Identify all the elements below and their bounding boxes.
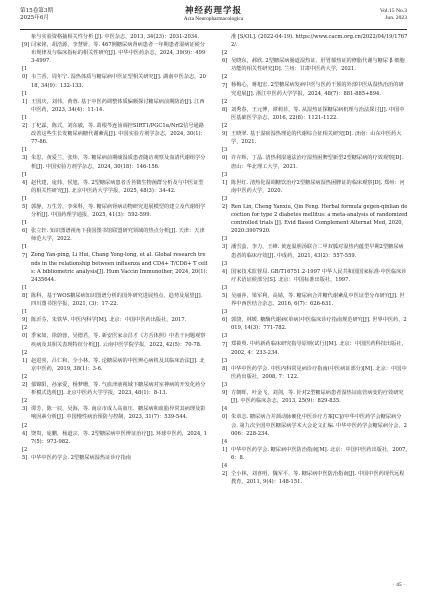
reference-text: 谭芳，陈一辰，吴海，等. 南京市成人高血压、糖尿病和血脂异常其病理及影响因素分析[J]. 中国慢性病治预防与控制，2023, 31(7)：539-544. — [31, 406, 206, 421]
reference-number: [17] — [22, 244, 28, 259]
references-left-column — [22, 33, 208, 462]
reference-item — [222, 462, 408, 486]
reference-item — [22, 397, 208, 421]
reference-text: 郑筱萸. 中药新药临床研究指导原则(试行)[M]. 北京：中国医药科技出版社，2002, 4：233-234. — [231, 341, 407, 356]
reference-text: 方朝晖，叶金飞，刘剑，等. 针对2型糖尿病患者湿热证血管病变的疗效研究[J]. 中医药临床杂志，2013, 25(9)：829-835. — [231, 390, 404, 405]
reference-item — [222, 308, 408, 332]
reference-number: [12] — [22, 114, 28, 130]
issue-date-en: Jun. 2023 — [385, 15, 407, 21]
reference-text: 吴晓东，郝欣. 2型糖尿病肠道湿热证、肝胃郁热证的修脂代谢与糖尿 β 细胞功能的相关性研究[D]. 兰州：甘肃中医药大学，2021. — [231, 58, 405, 73]
reference-text: 赵进喜，吕仁和，全小林，等. 论糖尿病的中医辨心病机及其临床治法[J]. 北京中医药，2019, 38(1)：3-6. — [31, 357, 205, 372]
reference-item — [22, 219, 208, 243]
reference-number: [41] — [222, 438, 228, 453]
reference-text: 季家如，徐蔚蓉，吴德君，等. 新安医家余昌才《方舌体照》中若干问题观察疾病及其相关表现特征分析[J]. 云南中医学院学报，2022, 42(5)：70-78. — [31, 333, 206, 348]
issue-info-en — [380, 8, 407, 22]
reference-text: 陈沂芬，朱铁华. 中医内科学[M]. 北京：中国中医药出版社，2017. — [31, 317, 187, 324]
reference-text: 郭骁，林媛. 糖酶代谢病(单病)中医临床诊疗指南规范研究[J]. 世界中医药，2019, 14(3)：771-782. — [231, 317, 407, 332]
journal-title-block — [20, 6, 407, 23]
reference-item — [22, 90, 208, 114]
reference-number: [18] — [22, 284, 28, 299]
reference-item — [22, 114, 208, 146]
reference-number: [30] — [222, 147, 228, 162]
reference-text: 刘秀春，王元博，谭莉菲，等. 从湿热证探糖尿病机理与治法探讨[J]. 中国中医基础医学杂志，2016, 22(8)：1121-1122. — [231, 106, 405, 121]
reference-item — [222, 73, 408, 97]
reference-text: 郁锦阳，孙家爱，杨梦珊，等. 气血津液视域下糖尿病对室神病的开发化药分析模式选析[J]. 北京中医药大学学报，2023, 48(1)：8-13. — [31, 382, 206, 397]
reference-number: [27] — [222, 74, 228, 89]
reference-item — [222, 357, 408, 381]
reference-number: [29] — [222, 123, 228, 138]
reference-text: 杨梅心，蒋旭宏. 2型糖尿病发病中医与医药干预的外部中医从湿热治治的研究进展[J]. 浙江中医药大学学报，2024, 48(7)：881-885+894. — [231, 82, 404, 97]
journal-title-en: Acta Neuropharmacologica — [183, 16, 244, 22]
reference-number: [36] — [222, 309, 228, 324]
header-rule — [20, 29, 407, 30]
reference-item — [22, 146, 208, 170]
reference-item — [22, 171, 208, 195]
reference-text: 潘雪萤，李力，王峰. 黄连温胆汤联合二甲双胍对湿热内蕴型早期2型糖尿病患者的临床疗效[J]. 中成药，2021, 43(2)：557-559. — [231, 244, 404, 259]
reference-text: 韦兰香，周年宁. 湿热体质与糖尿病中医证型相关研究[J]. 湖南中医杂志，2018, 34(9)：132-133. — [31, 74, 206, 89]
reference-item — [222, 146, 408, 170]
reference-item — [22, 195, 208, 219]
reference-number: [10] — [22, 66, 28, 81]
reference-item — [22, 422, 208, 446]
reference-text: 张立轩. 知识图谱视角下我国图书馆联盟研究领域的热点分析[J]. 天津：天津师范大学，2022. — [31, 228, 205, 243]
reference-number: [13] — [22, 147, 28, 162]
reference-text: Ren Lin, Cheng Yanxiu, Qin Feng. Herbal formula gegen-qinlian decoction for type 2 diabetes mellitus: a meta-analysis of randomized controlled trials [J]. Evid Based Complement Alternat Med, 2020, 2020:3907920. — [231, 203, 408, 235]
reference-text: 郭静，万生芳，李荣科，等. 糖尿病肾病动物研究进展模型的建立及代谢组学分析[J]. 中国药理学通报，2025, 41(3)：592-599. — [31, 203, 206, 219]
reference-text: 中华中医药学会. 2型糖尿病湿热证诊疗指南 — [31, 454, 131, 461]
reference-text: 赵代建，庞炜，侯旭，等. 2型糖尿病患者舌苔微生物菌群分析及与中医证型的相关性研究[J]. 北京中医药大学学报，2025, 48(3)：34-42. — [31, 179, 204, 194]
reference-text: 王国庆，刘伟，黄蓉. 基于中医药调整体质偏颇探讨糖尿病前期防治[J]. 江西中医药，2023, 34(4)：11-14. — [31, 98, 205, 113]
reference-text: 陈世红. 清热化湿调糖饮治疗2型糖尿病湿热困脾证的临床观察[D]. 郑州：河南中医药大学，2020. — [231, 179, 405, 194]
reference-text: 国家技术监督局. GB/T16751.2-1997 中华人民共和国国家标准·中医临床诊疗术语证候部分[S]. 北京：中国标准出版社，1997. — [231, 268, 407, 283]
reference-text: 丁杞霖，陈式，刘东敏，等. 葛根芩连汤调控SIRT1/PGC1α/Nrf2信号通路改善这些生长发糖尿病糖代谢紊乱[J]. 中国实验方剂学杂志，2024, 30(1)：77-86. — [31, 123, 206, 146]
reference-item — [22, 284, 208, 308]
reference-number: [16] — [22, 220, 28, 235]
reference-number: [38] — [222, 357, 228, 372]
reference-number: [15] — [22, 195, 28, 210]
reference-item — [222, 122, 408, 146]
reference-item — [22, 373, 208, 397]
issue-date-cn: 2025年6月 — [20, 15, 49, 21]
reference-item — [22, 243, 208, 283]
reference-item — [22, 41, 208, 65]
reference-item — [222, 49, 408, 73]
reference-item — [22, 446, 208, 462]
reference-number: [14] — [22, 171, 28, 186]
page-number: · 45 · — [392, 582, 405, 588]
reference-item — [22, 349, 208, 373]
page-header — [20, 6, 407, 28]
reference-text: 吴丽萍，梁军利，高婧，等. 糖尿病合并糖代谢紊乱中医证型分布研究[J]. 世界中西医结合杂志，2016, 6(7)：626-631. — [231, 293, 405, 308]
reference-text: 中华中医药学会. 中医内科常见病诊疗指南(中医病证部分)[M]. 北京：中国中医药出版社，2008, 7：122. — [231, 365, 407, 380]
reference-item — [222, 405, 408, 437]
reference-text: 准 [S/OL]. (2022-04-19). https://www.cacm.org.cn/2022/04/19/17672/. — [231, 34, 408, 49]
reference-item — [22, 324, 208, 348]
reference-item — [222, 284, 408, 308]
reference-item — [222, 235, 408, 259]
issue-volume-cn: 第15卷第3期 — [20, 8, 54, 14]
reference-number: [34] — [222, 260, 228, 275]
reference-number: [33] — [222, 236, 228, 251]
reference-item — [222, 260, 408, 284]
reference-item — [22, 33, 208, 41]
reference-number: [32] — [222, 195, 228, 210]
reference-number: [39] — [222, 382, 228, 397]
reference-number: [25] — [22, 446, 28, 461]
reference-text: 王晓翠. 基于湿瘀湿热理论的代谢综合征相关研究[D]. 济南：山东中医药大学，2021. — [231, 131, 402, 146]
reference-number: [11] — [22, 90, 28, 105]
reference-number: [37] — [222, 333, 228, 348]
reference-text: 许卉辉，丁晶. 清热利湿通法治疗湿热困脾型新型2型糖尿病的疗效观察[D]. 唐山：华北理工大学，2021. — [231, 155, 404, 170]
journal-title-cn: 神经药理学报 — [184, 6, 242, 16]
reference-number: [35] — [222, 284, 228, 299]
reference-number: [42] — [222, 462, 228, 478]
reference-item — [222, 33, 408, 49]
reference-number: [22] — [22, 373, 28, 389]
reference-number: [9] — [22, 42, 30, 49]
reference-text: Zong Yan-ping, Li Hui, Chang Yong-long, et al. Global research trends in the relationship between influenza and CD4+ T/CD8+ T cells: A bibliometric analysis[J]. Hum Vaccin Immunother, 2024, 20(1): 2435644. — [31, 252, 208, 283]
reference-item — [222, 98, 408, 122]
reference-item — [222, 381, 408, 405]
reference-number: [40] — [222, 406, 228, 421]
reference-number: [23] — [22, 398, 28, 413]
reference-text: 仝小林，刘喜明，魏军平，等. 糖尿病中医防治指南[J]. 中国中医药现代远程教育，2011, 9(4)：148-151. — [231, 471, 405, 486]
reference-text: 朱思，黄爱兰，张炜，等. 糖尿病前期痰湿质患者随访观察及血清代谢组学分析[J]. 中国实验方剂学杂志，2024, 30(18)：146-156. — [31, 155, 206, 170]
reference-item — [222, 195, 408, 235]
reference-number: [24] — [22, 422, 28, 437]
reference-number: [26] — [222, 50, 228, 65]
reference-item — [222, 171, 408, 195]
reference-text: 饶贵，庞鹏，杨道宗，等. 2型糖尿病中医辨证治疗[J]. 环球中医药，2024, 17(5)：973-982. — [31, 430, 207, 445]
reference-number: [20] — [22, 325, 28, 340]
reference-text: 象与实验资格抽相关性分析 [J]. 中医杂志，2013, 34(23)：2031-2034. — [31, 34, 200, 40]
issue-volume-en: Vol.15 No.3 — [379, 8, 407, 14]
reference-item — [22, 65, 208, 89]
references-right-column — [222, 33, 408, 486]
reference-text: 中华中医药学会. 糖尿病中医防治指南[M]. 北京：中国中医药出版社，2007, 6：8. — [231, 446, 408, 461]
reference-item — [222, 438, 408, 462]
reference-number: [21] — [22, 349, 28, 364]
reference-text: 陈科，基于WOS糖尿病知识图谱分析的国外研究进展热点，趋势及展望[J]. 四川图书馆学报，2021, (3)：17-22. — [31, 293, 203, 308]
reference-number: [28] — [222, 98, 228, 113]
reference-number: [19] — [22, 309, 28, 324]
reference-item — [22, 308, 208, 324]
reference-item — [222, 332, 408, 356]
reference-number: [31] — [222, 171, 228, 186]
reference-text: 朱章志. 糖尿病合并颈动脉硬化中医诊疗方案[C]//中华中医药学会糖尿病分会. 第九次全国中医糖尿病学术大会论文汇编. 中华中医药学会糖尿病分会，2006：228-234. — [231, 414, 407, 437]
reference-text: 闫家铭，胡浩源，李慧妍，等. 467例糖尿病肾病患者一年期患者湿病证候分布规律及与临床指标的相关性研究[J]. 中华中医药杂志，2024, 39(9)：4993-4997. — [31, 42, 206, 65]
